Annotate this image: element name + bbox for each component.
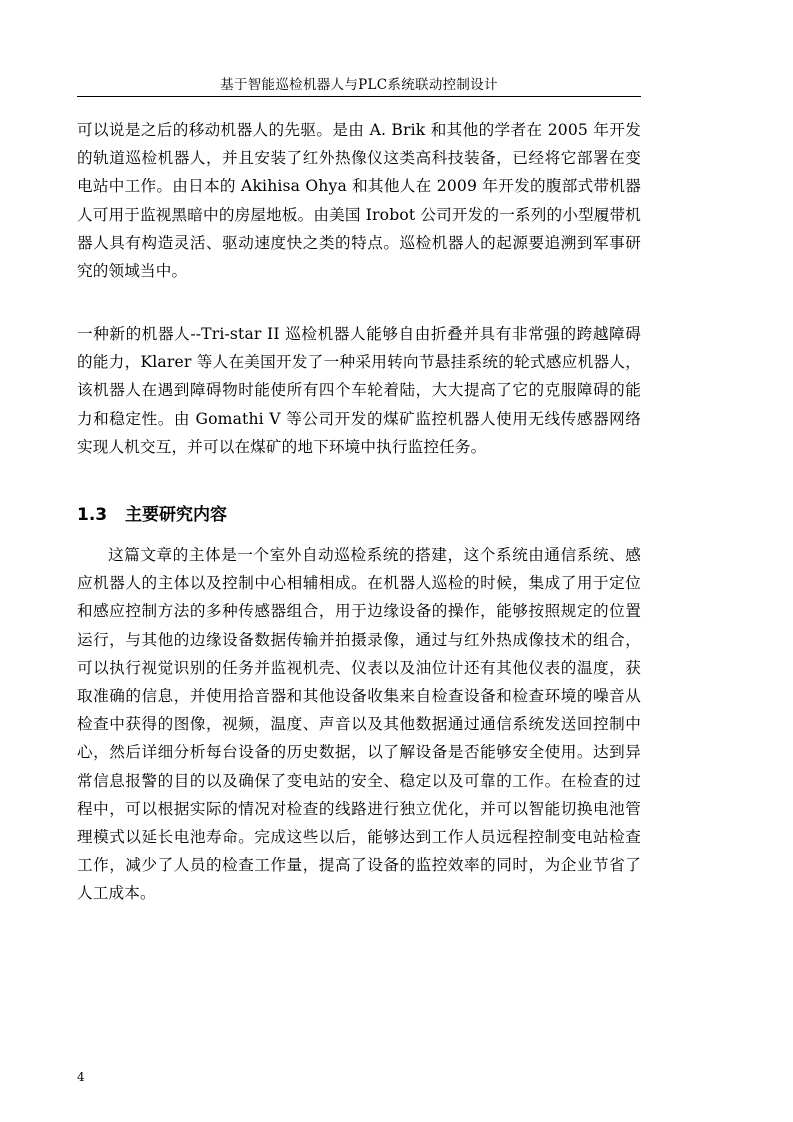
header-divider (77, 96, 641, 97)
running-header: 基于智能巡检机器人与PLC系统联动控制设计 (220, 77, 498, 93)
paragraph-robot-history: 可以说是之后的移动机器人的先驱。是由 A. Brik 和其他的学者在 2005 年开发的轨道巡检机器人，并且安装了红外热像仪这类高科技装备，已经将它部署在变电站中工作。由日本的 Akihisa Ohya 和其他人在 2009 年开发的腹部式带机器人可用于监视黑暗中的房屋地板。由美国 Irobot 公司开发的一系列的小型履带机器人具有构造灵活、驱动速度快之类的特点。巡检机器人的起源要追溯到军事研究的领域当中。 (77, 121, 641, 281)
paragraph-main-research: 这篇文章的主体是一个室外自动巡检系统的搭建，这个系统由通信系统、感应机器人的主体以及控制中心相辅相成。在机器人巡检的时候，集成了用于定位和感应控制方法的多种传感器组合，用于边缘设备的操作，能够按照规定的位置运行，与其他的边缘设备数据传输并拍摄录像，通过与红外热成像技术的组合，可以执行视觉识别的任务并监视机壳、仪表以及油位计还有其他仪表的温度，获取准确的信息，并使用拾音器和其他设备收集来自检查设备和检查环境的噪音从检查中获得的图像，视频，温度、声音以及其他数据通过通信系统发送回控制中心，然后详细分析每台设备的历史数据，以了解设备是否能够安全使用。达到异常信息报警的目的以及确保了变电站的安全、稳定以及可靠的工作。在检查的过程中，可以根据实际的情况对检查的线路进行独立优化，并可以智能切换电池管理模式以延长电池寿命。完成这些以后，能够达到工作人员远程控制变电站检查工作，减少了人员的检查工作量，提高了设备的监控效率的同时，为企业节省了人工成本。 (77, 546, 641, 903)
page-number: 4 (77, 1070, 85, 1084)
section-number: 1.3 (77, 505, 108, 525)
paragraph-tristar-robot: 一种新的机器人--Tri-star II 巡检机器人能够自由折叠并具有非常强的跨越障碍的能力，Klarer 等人在美国开发了一种采用转向节悬挂系统的轮式感应机器人，该机器人在遇到障碍物时能使所有四个车轮着陆，大大提高了它的克服障碍的能力和稳定性。由 Gomathi V 等公司开发的煤矿监控机器人使用无线传感器网络实现人机交互，并可以在煤矿的地下环境中执行监控任务。 (77, 325, 641, 456)
section-heading (77, 503, 227, 527)
section-title: 主要研究内容 (125, 505, 227, 525)
